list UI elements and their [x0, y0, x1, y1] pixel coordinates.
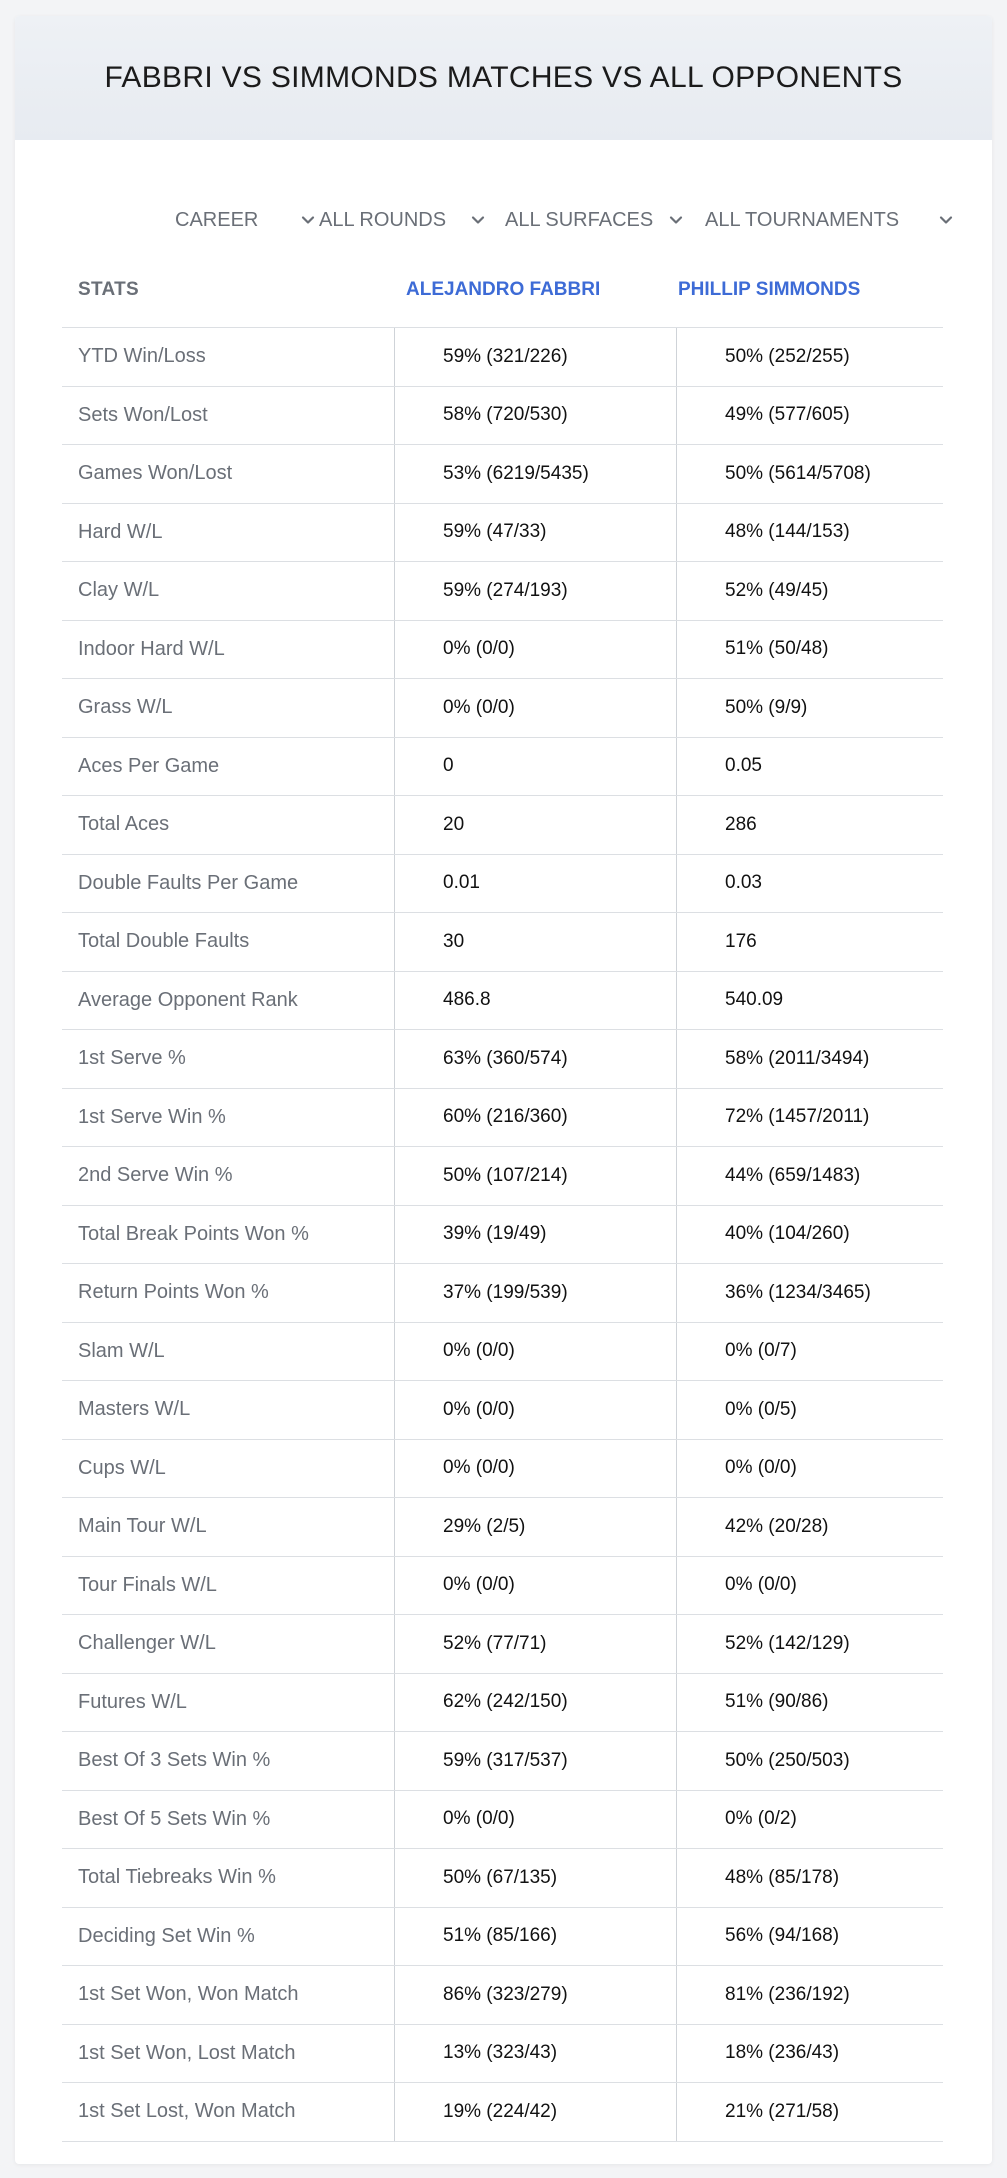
table-row: [62, 679, 943, 738]
player1-value: 20: [394, 796, 676, 854]
filter-bar: [15, 192, 992, 248]
player2-value: 48% (144/153): [676, 504, 943, 562]
chevron-down-icon: [471, 213, 485, 227]
stat-label: Indoor Hard W/L: [78, 637, 225, 660]
stat-label: Return Points Won %: [78, 1281, 269, 1304]
stat-label: Clay W/L: [78, 579, 160, 602]
stat-label: YTD Win/Loss: [78, 345, 206, 368]
tournaments-filter[interactable]: [705, 192, 953, 248]
player1-value: 53% (6219/5435): [394, 445, 676, 503]
table-row: [62, 1557, 943, 1616]
player1-value: 0% (0/0): [394, 1440, 676, 1498]
stat-label: Tour Finals W/L: [78, 1573, 217, 1596]
player2-value: 540.09: [676, 972, 943, 1030]
stat-label: Aces Per Game: [78, 754, 220, 777]
period-filter-label: CAREER: [175, 208, 259, 231]
stat-label: 1st Set Won, Lost Match: [78, 2041, 296, 2064]
player2-value: 50% (250/503): [676, 1732, 943, 1790]
player2-value: 176: [676, 913, 943, 971]
table-row: [62, 1791, 943, 1850]
player2-value: 72% (1457/2011): [676, 1089, 943, 1147]
stat-label: Grass W/L: [78, 696, 173, 719]
player1-value: 13% (323/43): [394, 2025, 676, 2083]
player1-value: 63% (360/574): [394, 1030, 676, 1088]
player1-value: 0% (0/0): [394, 1791, 676, 1849]
player2-value: 36% (1234/3465): [676, 1264, 943, 1322]
player1-value: 86% (323/279): [394, 1966, 676, 2024]
table-row: [62, 1498, 943, 1557]
stats-card: [15, 16, 992, 2164]
rounds-filter[interactable]: [319, 192, 485, 248]
table-row: [62, 1674, 943, 1733]
table-row: [62, 855, 943, 914]
page-title: FABBRI VS SIMMONDS MATCHES VS ALL OPPONENTS: [104, 61, 903, 94]
player1-value: 0: [394, 738, 676, 796]
player1-value: 39% (19/49): [394, 1206, 676, 1264]
table-row: [62, 2083, 943, 2142]
stat-label: Futures W/L: [78, 1690, 187, 1713]
table-row: [62, 1381, 943, 1440]
chevron-down-icon: [301, 213, 315, 227]
player2-value: 18% (236/43): [676, 2025, 943, 2083]
player1-value: 0% (0/0): [394, 679, 676, 737]
table-row: [62, 1089, 943, 1148]
player1-value: 50% (67/135): [394, 1849, 676, 1907]
player2-value: 48% (85/178): [676, 1849, 943, 1907]
player2-value: 286: [676, 796, 943, 854]
tournaments-filter-label: ALL TOURNAMENTS: [705, 208, 900, 231]
player1-value: 59% (274/193): [394, 562, 676, 620]
player2-value: 52% (142/129): [676, 1615, 943, 1673]
stat-label: Total Tiebreaks Win %: [78, 1866, 276, 1889]
player2-value: 0.05: [676, 738, 943, 796]
player2-value: 51% (90/86): [676, 1674, 943, 1732]
stat-label: Double Faults Per Game: [78, 871, 299, 894]
table-row: [62, 913, 943, 972]
player2-value: 50% (5614/5708): [676, 445, 943, 503]
stats-table: [62, 252, 943, 2142]
player2-value: 44% (659/1483): [676, 1147, 943, 1205]
stat-label: Total Aces: [78, 813, 170, 836]
player2-name-link[interactable]: PHILLIP SIMMONDS: [678, 278, 861, 300]
player2-value: 58% (2011/3494): [676, 1030, 943, 1088]
stat-label: Slam W/L: [78, 1339, 165, 1362]
rounds-filter-label: ALL ROUNDS: [319, 208, 447, 231]
table-row: [62, 621, 943, 680]
table-header: [62, 252, 943, 328]
stat-label: Average Opponent Rank: [78, 988, 298, 1011]
stat-label: Best Of 3 Sets Win %: [78, 1749, 271, 1772]
player1-value: 0.01: [394, 855, 676, 913]
player2-value: 50% (9/9): [676, 679, 943, 737]
chevron-down-icon: [669, 213, 683, 227]
stat-label: Masters W/L: [78, 1398, 191, 1421]
stat-label: Best Of 5 Sets Win %: [78, 1807, 271, 1830]
surfaces-filter[interactable]: [505, 192, 683, 248]
player1-value: 58% (720/530): [394, 387, 676, 445]
player1-value: 486.8: [394, 972, 676, 1030]
surfaces-filter-label: ALL SURFACES: [505, 208, 654, 231]
player2-value: 0% (0/0): [676, 1557, 943, 1615]
player1-value: 62% (242/150): [394, 1674, 676, 1732]
player1-value: 0% (0/0): [394, 1323, 676, 1381]
player1-value: 59% (47/33): [394, 504, 676, 562]
table-row: [62, 1147, 943, 1206]
player1-value: 52% (77/71): [394, 1615, 676, 1673]
table-row: [62, 1732, 943, 1791]
table-row: [62, 796, 943, 855]
player2-value: 52% (49/45): [676, 562, 943, 620]
player2-value: 56% (94/168): [676, 1908, 943, 1966]
player2-value: 0% (0/7): [676, 1323, 943, 1381]
stats-column-header: STATS: [78, 278, 139, 300]
player2-value: 0% (0/2): [676, 1791, 943, 1849]
table-row: [62, 1849, 943, 1908]
table-body: [62, 328, 943, 2142]
player1-value: 30: [394, 913, 676, 971]
player2-value: 21% (271/58): [676, 2083, 943, 2141]
table-row: [62, 1440, 943, 1499]
player1-value: 0% (0/0): [394, 1381, 676, 1439]
chevron-down-icon: [939, 213, 953, 227]
player1-name-link[interactable]: ALEJANDRO FABBRI: [406, 278, 601, 300]
player1-value: 0% (0/0): [394, 621, 676, 679]
table-row: [62, 1206, 943, 1265]
table-row: [62, 1030, 943, 1089]
stat-label: Deciding Set Win %: [78, 1924, 255, 1947]
player1-value: 59% (317/537): [394, 1732, 676, 1790]
stat-label: Cups W/L: [78, 1456, 166, 1479]
player1-value: 50% (107/214): [394, 1147, 676, 1205]
table-row: [62, 445, 943, 504]
table-row: [62, 1908, 943, 1967]
player2-value: 0% (0/5): [676, 1381, 943, 1439]
table-row: [62, 387, 943, 446]
period-filter[interactable]: [175, 192, 315, 248]
player1-value: 19% (224/42): [394, 2083, 676, 2141]
stat-label: 1st Serve Win %: [78, 1105, 226, 1128]
player2-value: 0% (0/0): [676, 1440, 943, 1498]
stat-label: Sets Won/Lost: [78, 403, 208, 426]
stat-label: Total Double Faults: [78, 930, 250, 953]
table-row: [62, 1615, 943, 1674]
table-row: [62, 1966, 943, 2025]
player2-value: 40% (104/260): [676, 1206, 943, 1264]
player1-value: 59% (321/226): [394, 328, 676, 386]
stat-label: 1st Serve %: [78, 1047, 186, 1070]
stat-label: 1st Set Lost, Won Match: [78, 2100, 296, 2123]
table-row: [62, 972, 943, 1031]
player1-value: 51% (85/166): [394, 1908, 676, 1966]
page-header: [15, 16, 992, 140]
stat-label: Challenger W/L: [78, 1632, 216, 1655]
player1-value: 29% (2/5): [394, 1498, 676, 1556]
table-row: [62, 2025, 943, 2084]
table-row: [62, 1323, 943, 1382]
table-row: [62, 738, 943, 797]
stat-label: 1st Set Won, Won Match: [78, 1983, 299, 2006]
stat-label: Main Tour W/L: [78, 1515, 207, 1538]
stat-label: Hard W/L: [78, 520, 163, 543]
player1-value: 37% (199/539): [394, 1264, 676, 1322]
table-row: [62, 328, 943, 387]
stat-label: Total Break Points Won %: [78, 1222, 309, 1245]
table-row: [62, 504, 943, 563]
player2-value: 42% (20/28): [676, 1498, 943, 1556]
player2-value: 49% (577/605): [676, 387, 943, 445]
player2-value: 50% (252/255): [676, 328, 943, 386]
stat-label: 2nd Serve Win %: [78, 1164, 233, 1187]
player2-value: 51% (50/48): [676, 621, 943, 679]
table-row: [62, 1264, 943, 1323]
player2-value: 0.03: [676, 855, 943, 913]
table-row: [62, 562, 943, 621]
player1-value: 60% (216/360): [394, 1089, 676, 1147]
player1-value: 0% (0/0): [394, 1557, 676, 1615]
stat-label: Games Won/Lost: [78, 462, 233, 485]
player2-value: 81% (236/192): [676, 1966, 943, 2024]
